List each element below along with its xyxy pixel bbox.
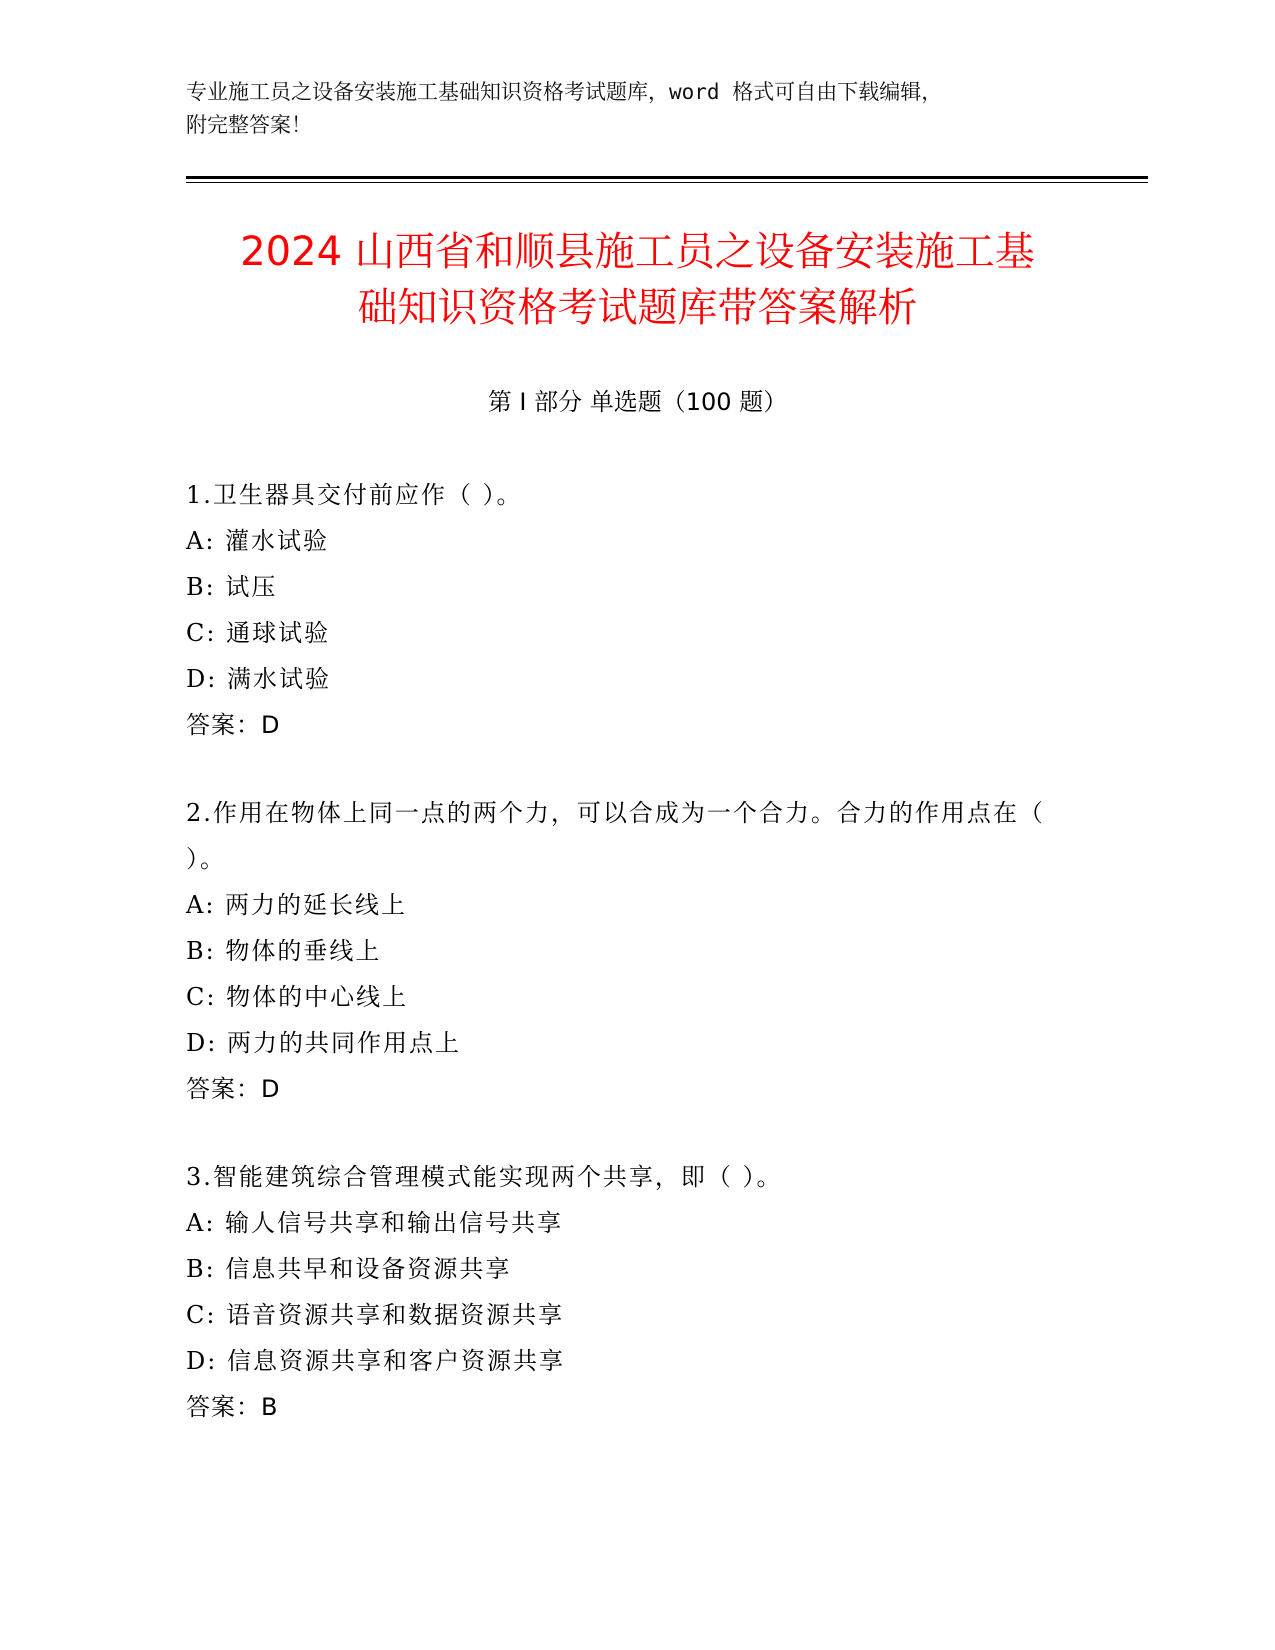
option-c: C: 通球试验 [186, 619, 331, 647]
question-1 [186, 472, 1066, 748]
option-d: D: 信息资源共享和客户资源共享 [186, 1347, 565, 1375]
option-c: C: 物体的中心线上 [186, 983, 409, 1011]
header-note-line-1: 专业施工员之设备安装施工基础知识资格考试题库，word 格式可自由下载编辑， [186, 80, 943, 104]
option-a: A: 两力的延长线上 [186, 891, 408, 919]
document-title [160, 224, 1115, 336]
header-rule-thin [186, 182, 1148, 183]
option-d: D: 两力的共同作用点上 [186, 1029, 461, 1057]
header-note-line-2: 附完整答案！ [186, 113, 312, 137]
option-b: B: 信息共早和设备资源共享 [186, 1255, 512, 1283]
option-a: A: 灌水试验 [186, 527, 330, 555]
header-rule-thick [186, 176, 1148, 179]
answer: 答案：B [186, 1393, 279, 1421]
question-3 [186, 1154, 1066, 1430]
question-2 [186, 790, 1066, 1112]
option-d: D: 满水试验 [186, 665, 331, 693]
question-stem: 2.作用在物体上同一点的两个力，可以合成为一个合力。合力的作用点在（ ）。 [186, 799, 1045, 873]
question-stem: 3.智能建筑综合管理模式能实现两个共享，即（ ）。 [186, 1163, 783, 1191]
header-note [186, 76, 1086, 142]
question-stem: 1.卫生器具交付前应作（ ）。 [186, 481, 523, 509]
answer: 答案：D [186, 711, 281, 739]
section-heading: 第 I 部分 单选题（100 题） [487, 388, 788, 416]
option-b: B: 试压 [186, 573, 278, 601]
option-b: B: 物体的垂线上 [186, 937, 382, 965]
option-a: A: 输人信号共享和输出信号共享 [186, 1209, 564, 1237]
answer: 答案：D [186, 1075, 281, 1103]
document-title-line-2: 础知识资格考试题库带答案解析 [357, 285, 918, 331]
option-c: C: 语音资源共享和数据资源共享 [186, 1301, 565, 1329]
document-title-line-1: 2024 山西省和顺县施工员之设备安装施工基 [240, 229, 1035, 275]
